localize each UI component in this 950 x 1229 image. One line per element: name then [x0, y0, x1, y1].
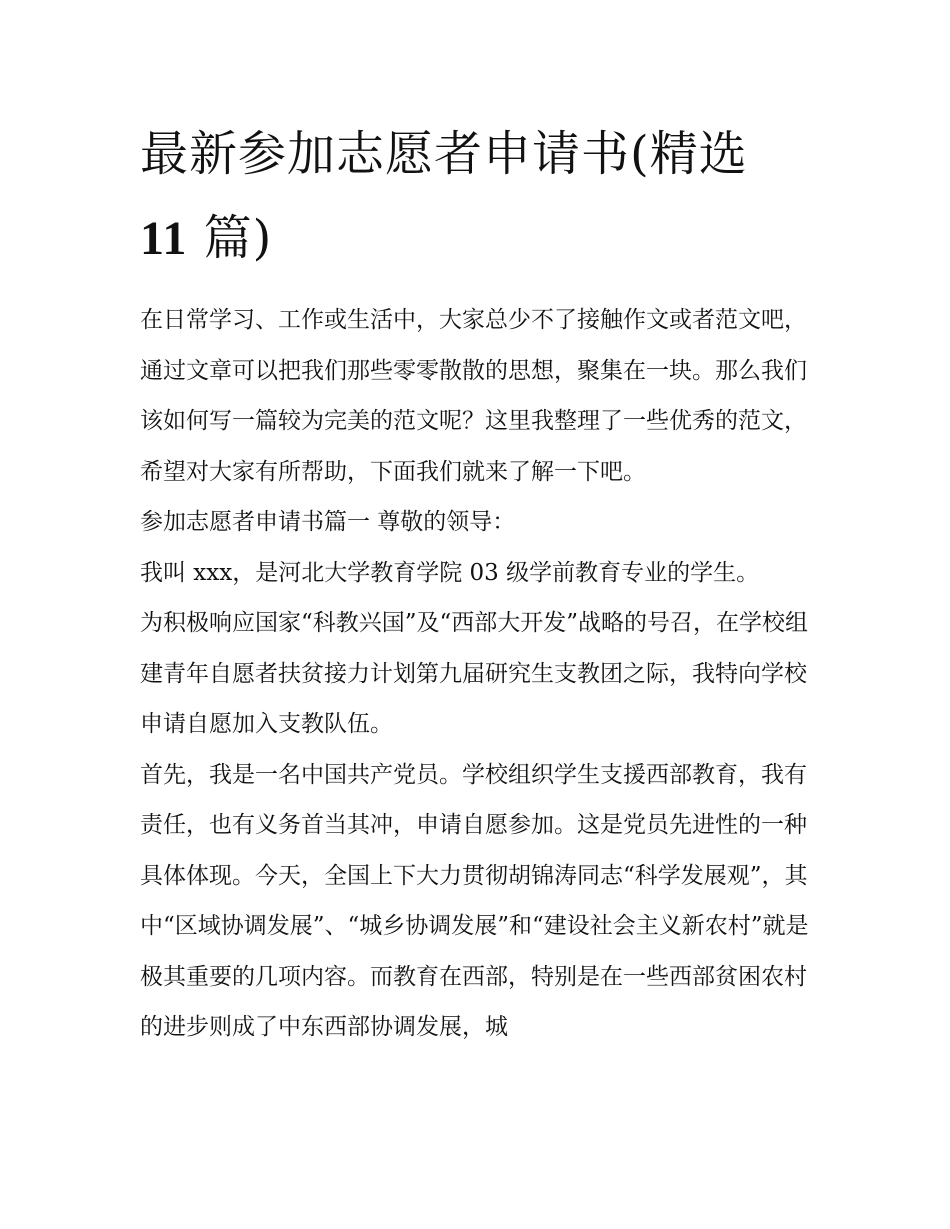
title-line-2: 篇) [187, 210, 273, 266]
self-introduction-paragraph: 我叫 xxx，是河北大学教育学院 03 级学前教育专业的学生。 [140, 559, 760, 586]
motivation-paragraph: 为积极响应国家“科教兴国”及“西部大开发”战略的号召，在学校组建青年自愿者扶贫接力计划第九届研究生支教团之际，我特向学校申请自愿加入支教队伍。 [140, 610, 809, 737]
reason-paragraph: 首先，我是一名中国共产党员。学校组织学生支援西部教育，我有责任，也有义务首当其冲，申请自愿参加。这是党员先进性的一种具体体现。今天，全国上下大力贯彻胡锦涛同志“科学发展观”，其中“区域协调发展”、“城乡协调发展”和“建设社会主义新农村”就是极其重要的几项内容。而教育在西部，特别是在一些西部贫困农村的进步则成了中东西部协调发展，城 [140, 761, 809, 1040]
document-title [140, 112, 820, 281]
section-heading-greeting: 参加志愿者申请书篇一 尊敬的领导： [140, 509, 516, 535]
intro-paragraph: 在日常学习、工作或生活中，大家总少不了接触作文或者范文吧，通过文章可以把我们那些零零散散的思想，聚集在一块。那么我们该如何写一篇较为完美的范文呢？这里我整理了一些优秀的范文，希望对大家有所帮助，下面我们就来了解一下吧。 [140, 307, 807, 485]
title-line-1: 最新参加志愿者申请书(精选 [140, 126, 748, 182]
title-count: 11 [140, 212, 188, 265]
document-page [140, 112, 820, 1053]
